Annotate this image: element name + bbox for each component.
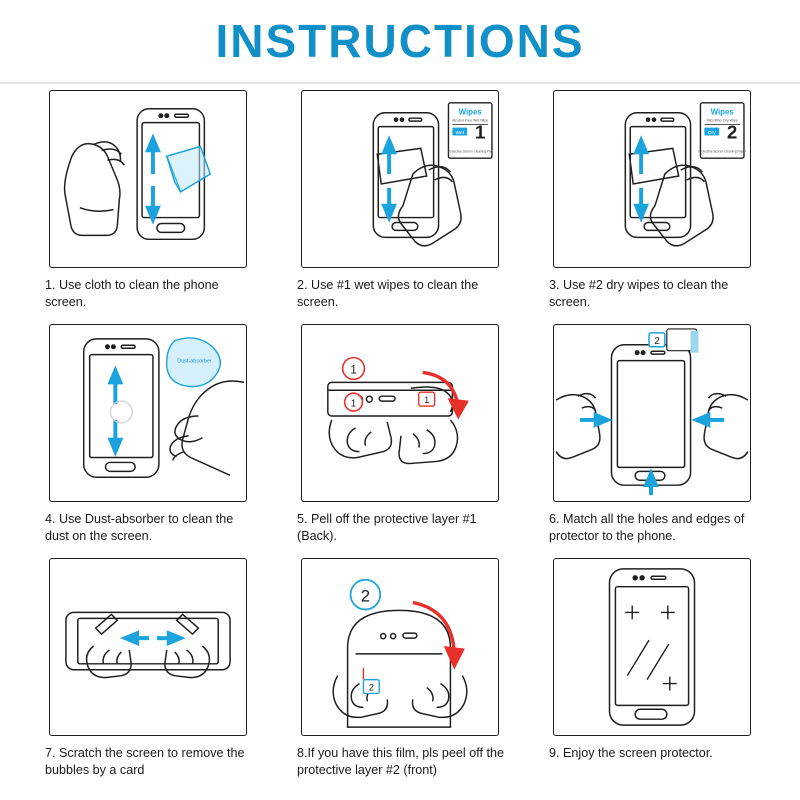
step-caption-8: 8.If you have this film, pls peel off the protective layer #2 (front) [297, 746, 504, 777]
step-cell-2 [274, 90, 526, 324]
step-illustration-2 [301, 90, 499, 268]
step-illustration-9 [553, 558, 751, 736]
svg-text:Protective Screen Cleaning Pap: Protective Screen Cleaning Paper [698, 149, 746, 154]
step-cell-1 [22, 90, 274, 324]
step-caption-2: 2. Use #1 wet wipes to clean the screen. [297, 278, 479, 309]
step-caption-9: 9. Enjoy the screen protector. [549, 746, 713, 760]
header-bar [0, 0, 800, 82]
step-cell-8 [274, 558, 526, 792]
step-caption-1: 1. Use cloth to clean the phone screen. [45, 278, 219, 309]
step-cell-4 [22, 324, 274, 558]
step-caption-4: 4. Use Dust-absorber to clean the dust on the screen. [45, 512, 234, 543]
svg-text:1: 1 [350, 398, 357, 410]
step-cell-9 [526, 558, 778, 792]
svg-text:2: 2 [360, 586, 371, 606]
step-caption-7: 7. Scratch the screen to remove the bubbles by a card [45, 746, 245, 777]
svg-text:Protective Screen Cleaning Pad: Protective Screen Cleaning Pad [447, 149, 493, 154]
step-cell-6 [526, 324, 778, 558]
svg-text:Dust-absorber: Dust-absorber [177, 358, 212, 365]
svg-text:Dry: Dry [707, 130, 716, 136]
svg-text:1: 1 [424, 395, 430, 406]
svg-text:2: 2 [368, 682, 374, 693]
svg-text:1: 1 [350, 362, 357, 377]
step-cell-3 [526, 90, 778, 324]
svg-text:Microfiber Dry Wipe: Microfiber Dry Wipe [706, 118, 738, 123]
step-cell-7 [22, 558, 274, 792]
step-illustration-3 [553, 90, 751, 268]
step-illustration-5 [301, 324, 499, 502]
svg-text:2: 2 [654, 335, 660, 347]
step-caption-3: 3. Use #2 dry wipes to clean the screen. [549, 278, 729, 309]
svg-text:Alcohol Free Wet Wipe: Alcohol Free Wet Wipe [452, 118, 489, 123]
header-divider [0, 82, 800, 84]
svg-text:Wipes: Wipes [710, 107, 734, 117]
step-illustration-4 [49, 324, 247, 502]
svg-text:1: 1 [474, 121, 486, 143]
step-illustration-6 [553, 324, 751, 502]
svg-text:Wipes: Wipes [458, 107, 482, 117]
step-cell-5 [274, 324, 526, 558]
page-title: INSTRUCTIONS [215, 15, 585, 67]
steps-grid [22, 90, 778, 792]
svg-text:2: 2 [726, 121, 738, 143]
step-illustration-8 [301, 558, 499, 736]
step-caption-5: 5. Pell off the protective layer #1 (Back). [297, 512, 477, 543]
step-caption-6: 6. Match all the holes and edges of protector to the phone. [549, 512, 745, 543]
step-illustration-1 [49, 90, 247, 268]
step-illustration-7 [49, 558, 247, 736]
svg-text:Wet: Wet [455, 130, 465, 136]
